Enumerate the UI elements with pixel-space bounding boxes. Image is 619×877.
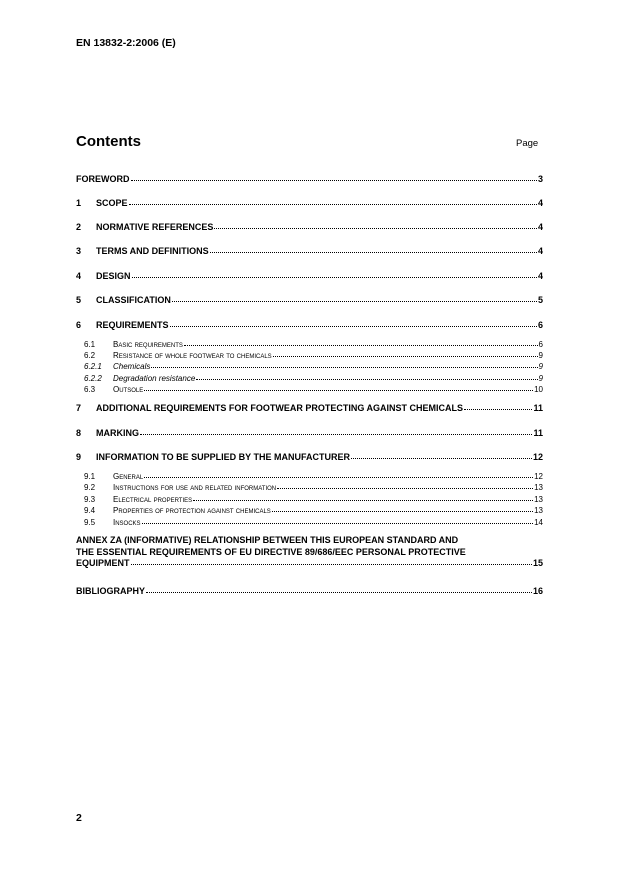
dot-leader: [131, 173, 537, 181]
toc-entry-number: 9: [76, 452, 82, 462]
toc-entry-number: 9.5: [84, 518, 96, 527]
toc-entry-title: DESIGN: [96, 271, 131, 281]
toc-entry-page: 4: [537, 198, 543, 208]
toc-subentry-general[interactable]: [84, 471, 543, 481]
toc-entry-title: INFORMATION TO BE SUPPLIED BY THE MANUFACTURER: [96, 452, 351, 462]
toc-entry-information-manufacturer[interactable]: [76, 452, 543, 462]
dot-leader: [196, 372, 537, 380]
dot-leader: [140, 427, 532, 435]
toc-entry-page: 9: [538, 351, 543, 360]
toc-entry-number: 7: [76, 403, 82, 413]
toc-subentry-instructions-for-use[interactable]: [84, 482, 543, 492]
toc-entry-page: 13: [534, 495, 543, 504]
toc-entry-number: 8: [76, 428, 82, 438]
toc-entry-number: 3: [76, 246, 82, 256]
toc-entry-page: 9: [538, 374, 543, 383]
toc-entry-classification[interactable]: [76, 295, 543, 305]
toc-entry-page: 3: [537, 174, 543, 184]
toc-entry-title: NORMATIVE REFERENCES: [96, 222, 214, 232]
dot-leader: [144, 383, 533, 391]
toc-entry-requirements[interactable]: [76, 320, 543, 330]
contents-title: Contents: [76, 133, 141, 150]
toc-entry-foreword[interactable]: [76, 174, 543, 184]
toc-entry-title: Insocks: [113, 518, 141, 527]
dot-leader: [172, 294, 537, 302]
toc-entry-title: MARKING: [96, 428, 139, 438]
toc-entry-title: CLASSIFICATION: [96, 295, 171, 305]
toc-entry-annex-za[interactable]: [76, 535, 543, 570]
annex-title-line: ANNEX ZA (INFORMATIVE) RELATIONSHIP BETWEEN THIS EUROPEAN STANDARD AND: [76, 535, 459, 545]
toc-entry-page: 4: [537, 246, 543, 256]
dot-leader: [131, 557, 532, 565]
toc-entry-design[interactable]: [76, 271, 543, 281]
dot-leader: [132, 270, 537, 278]
dot-leader: [273, 349, 538, 357]
toc-entry-page: 13: [534, 506, 543, 515]
toc-entry-title: SCOPE: [96, 198, 128, 208]
toc-entry-page: 15: [532, 558, 543, 568]
dot-leader: [214, 221, 537, 229]
toc-entry-title: Properties of protection against chemicals: [113, 506, 271, 515]
toc-entry-number: 4: [76, 271, 82, 281]
toc-entry-title: Resistance of whole footwear to chemicals: [113, 351, 272, 360]
toc-subentry-degradation-resistance[interactable]: [84, 373, 543, 383]
toc-entry-title: Basic requirements: [113, 340, 183, 349]
toc-entry-page: 13: [534, 483, 543, 492]
toc-entry-title: Chemicals: [113, 362, 151, 371]
toc-entry-number: 6.3: [84, 385, 96, 394]
dot-leader: [184, 338, 538, 346]
toc-entry-terms-and-definitions[interactable]: [76, 246, 543, 256]
toc-entry-page: 4: [537, 222, 543, 232]
dot-leader: [146, 585, 532, 593]
toc-entry-page: 9: [538, 362, 543, 371]
dot-leader: [210, 245, 537, 253]
dot-leader: [170, 319, 537, 327]
toc-entry-normative-references[interactable]: [76, 222, 543, 232]
toc-entry-title: TERMS AND DEFINITIONS: [96, 246, 209, 256]
dot-leader: [129, 197, 537, 205]
toc-entry-number: 6.2: [84, 351, 96, 360]
toc-entry-title: Degradation resistance: [113, 374, 196, 383]
toc-subentry-outsole[interactable]: [84, 384, 543, 394]
toc-entry-title: BIBLIOGRAPHY: [76, 586, 146, 596]
dot-leader: [351, 451, 532, 459]
toc-entry-title: FOREWORD: [76, 174, 130, 184]
toc-entry-number: 2: [76, 222, 82, 232]
annex-title-line: THE ESSENTIAL REQUIREMENTS OF EU DIRECTIVE 89/686/EEC PERSONAL PROTECTIVE: [76, 546, 466, 557]
dot-leader: [193, 493, 533, 501]
toc-entry-number: 6.2.1: [84, 362, 102, 371]
toc-entry-number: 6.2.2: [84, 374, 102, 383]
toc-entry-additional-requirements[interactable]: [76, 403, 543, 413]
toc-entry-page: 11: [533, 428, 543, 438]
toc-entry-page: 10: [534, 385, 543, 394]
toc-entry-number: 9.1: [84, 472, 96, 481]
toc-entry-page: 5: [537, 295, 543, 305]
toc-entry-page: 6: [538, 340, 543, 349]
toc-entry-page: 4: [537, 271, 543, 281]
toc-entry-title: Electrical properties: [113, 495, 193, 504]
page-column-label: Page: [516, 138, 539, 149]
toc-entry-marking[interactable]: [76, 428, 543, 438]
toc-entry-title: REQUIREMENTS: [96, 320, 169, 330]
dot-leader: [151, 360, 537, 368]
toc-entry-number: 1: [76, 198, 82, 208]
toc-subentry-insocks[interactable]: [84, 517, 543, 527]
dot-leader: [144, 470, 533, 478]
toc-entry-bibliography[interactable]: [76, 586, 543, 596]
toc-entry-title: General: [113, 472, 144, 481]
toc-subentry-basic-requirements[interactable]: [84, 339, 543, 349]
toc-subentry-resistance-to-chemicals[interactable]: [84, 350, 543, 360]
toc-entry-title: Outsole: [113, 385, 144, 394]
toc-entry-title: ADDITIONAL REQUIREMENTS FOR FOOTWEAR PROTECTING AGAINST CHEMICALS: [96, 403, 463, 413]
toc-entry-title: Instructions for use and related information: [113, 483, 277, 492]
page-number: 2: [76, 812, 82, 824]
toc-entry-page: 12: [534, 472, 543, 481]
toc-entry-number: 9.3: [84, 495, 96, 504]
toc-entry-number: 6: [76, 320, 82, 330]
toc-entry-number: 9.4: [84, 506, 96, 515]
dot-leader: [277, 481, 533, 489]
toc-entry-page: 16: [532, 586, 543, 596]
toc-entry-number: 9.2: [84, 483, 96, 492]
toc-entry-page: 6: [537, 320, 543, 330]
toc-entry-number: 6.1: [84, 340, 96, 349]
toc-entry-page: 14: [534, 518, 543, 527]
dot-leader: [464, 402, 532, 410]
document-id: EN 13832-2:2006 (E): [76, 37, 176, 49]
toc-entry-page: 12: [532, 452, 543, 462]
toc-subentry-protection-against-chemicals[interactable]: [84, 505, 543, 515]
toc-entry-scope[interactable]: [76, 198, 543, 208]
toc-subentry-chemicals[interactable]: [84, 361, 543, 371]
annex-title-line: EQUIPMENT: [76, 558, 130, 568]
dot-leader: [272, 504, 533, 512]
dot-leader: [142, 516, 534, 524]
toc-entry-number: 5: [76, 295, 82, 305]
toc-entry-page: 11: [533, 403, 543, 413]
toc-subentry-electrical-properties[interactable]: [84, 494, 543, 504]
